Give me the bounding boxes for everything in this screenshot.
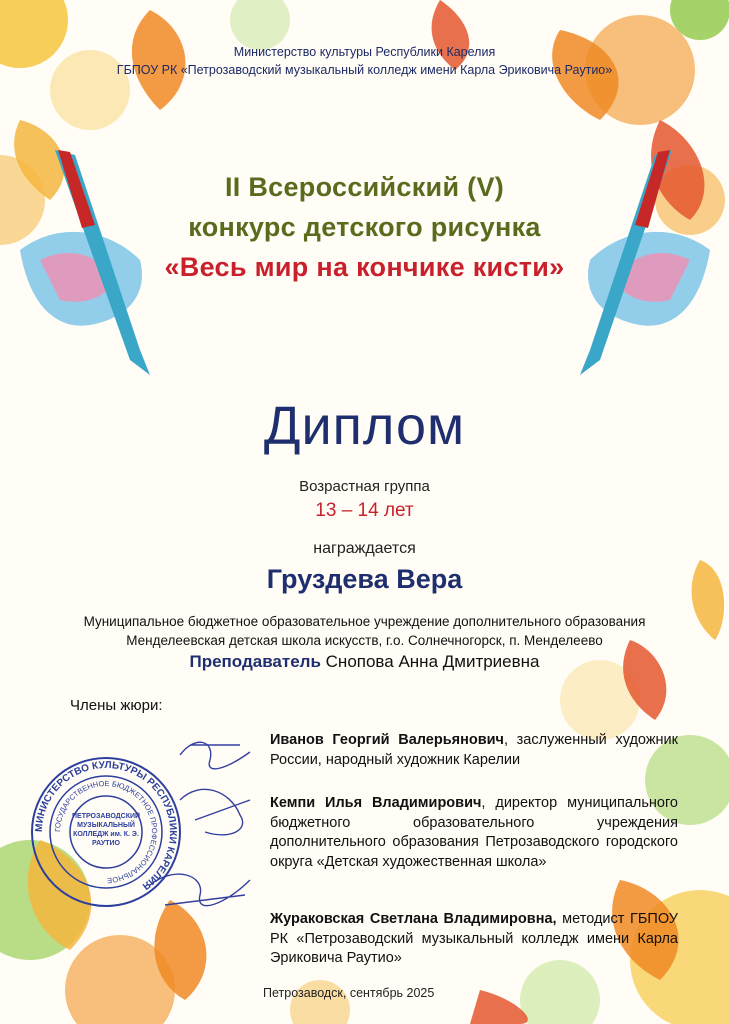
winner-name: Груздева Вера <box>266 564 463 594</box>
jury-member-role: , директор муниципального бюджетного образовательного учреждения дополнительного образования Петрозаводского городского округа «Детская художественная школа» <box>270 795 678 870</box>
jury-member-role: методист ГБПОУ РК «Петрозаводский музыкальный колледж имени Карла Эриковича Раутио» <box>270 911 678 966</box>
place-and-date: Петрозаводск, сентябрь 2025 <box>263 986 435 1000</box>
age-group-label: Возрастная группа <box>299 478 430 495</box>
teacher-name: Снопова Анна Дмитриевна <box>325 652 540 671</box>
stamp-inner-text: ГОСУДАРСТВЕННОЕ БЮДЖЕТНОЕ ПРОФЕССИОНАЛЬНОЕ <box>52 778 160 886</box>
competition-line-2: конкурс детского рисунка <box>188 212 541 242</box>
jury-member-role: , заслуженный художник России, народный художник Карелии <box>270 732 678 768</box>
ministry-line: Министерство культуры Республики Карелия <box>233 45 496 59</box>
competition-line-1: II Всероссийский (V) <box>224 172 505 202</box>
jury-member-2 <box>270 794 678 872</box>
college-line: ГБПОУ РК «Петрозаводский музыкальный колледж имени Карла Эриковича Раутио» <box>116 63 613 77</box>
stamp-center-text: ПЕТРОЗАВОДСКИЙ МУЗЫКАЛЬНЫЙ КОЛЛЕДЖ им. К. Э. РАУТИО <box>72 813 140 847</box>
jury-member-1 <box>270 731 678 770</box>
teacher-label: Преподаватель <box>189 652 321 671</box>
jury-heading: Члены жюри: <box>70 697 163 714</box>
jury-member-name: Кемпи Илья Владимирович <box>270 795 482 811</box>
competition-title: «Весь мир на кончике кисти» <box>164 252 565 282</box>
teacher-line <box>0 652 729 672</box>
awarded-label: награждается <box>313 540 416 557</box>
leaf-shape <box>132 10 186 110</box>
jury-member-3 <box>270 910 678 969</box>
school-line-1: Муниципальное бюджетное образовательное учреждение дополнительного образования <box>83 614 646 629</box>
school-line-2: Менделеевская детская школа искусств, г.о. Солнечногорск, п. Менделеево <box>126 633 603 648</box>
age-group-value: 13 – 14 лет <box>315 500 414 521</box>
official-stamp <box>28 754 184 910</box>
jury-member-name: Иванов Георгий Валерьянович <box>270 732 504 748</box>
diploma-title: Диплом <box>263 396 466 456</box>
jury-member-name: Жураковская Светлана Владимировна, <box>270 911 557 927</box>
stamp-outer-text: МИНИСТЕРСТВО КУЛЬТУРЫ РЕСПУБЛИКИ КАРЕЛИЯ <box>33 759 179 892</box>
